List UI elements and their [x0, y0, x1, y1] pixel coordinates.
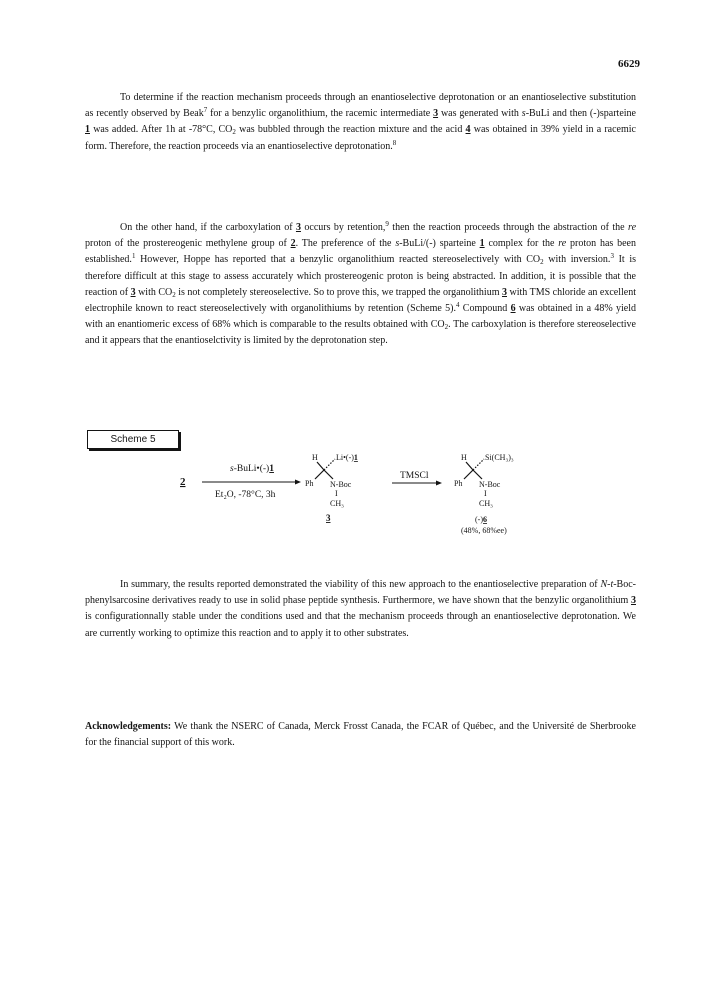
reaction-scheme: [170, 445, 570, 545]
scheme-label: Scheme 5: [87, 430, 179, 449]
intermediate-h: H: [312, 453, 318, 462]
product-bond-bar: I: [484, 489, 487, 498]
intermediate-bond-bar: I: [335, 489, 338, 498]
intermediate-nboc: N-Boc: [330, 480, 352, 489]
product-nboc: N-Boc: [479, 480, 501, 489]
reagent-sbuli: s-BuLi•(-)1: [230, 464, 274, 474]
product-h: H: [461, 453, 467, 462]
intermediate-li: Li•(-)1: [336, 453, 358, 462]
intermediate-label-3: 3: [326, 513, 331, 523]
bond-h: [317, 462, 324, 470]
bond-si-wedge: [473, 459, 484, 470]
intermediate-ch3: CH₃: [330, 499, 344, 508]
bond-prod-n: [473, 470, 482, 479]
bond-prod-ph: [464, 470, 473, 479]
bond-n: [324, 470, 333, 479]
bond-prod-h: [466, 462, 473, 470]
reagent-tmscl: TMSCl: [400, 471, 429, 481]
product-yield: (48%, 68%ee): [461, 526, 507, 535]
intermediate-ph: Ph: [305, 479, 314, 488]
start-compound-2: 2: [180, 476, 186, 488]
bond-ph: [315, 470, 324, 479]
product-ch3: CH₃: [479, 499, 493, 508]
arrowhead-2: [436, 481, 442, 486]
paragraph-mechanism: To determine if the reaction mechanism proceeds through an enantioselective deprotonation or an enantioselective substitution as recently observed by Beak$^7$ for a benzylic organolithium, the racemic intermediate 3 was generated with s-BuLi and then (-)sparteine 1 was added. After 1h at -78°C, $CO_2$ was bubbled through the reaction mixture and the acid 4 was obtained in 39% yield in a racemic form. Therefore, the reaction proceeds via an enantioselective deprotonation.$^8$: [85, 92, 636, 152]
acknowledgements: Acknowledgements: We thank the NSERC of Canada, Merck Frosst Canada, the FCAR of Québec, and the Université de Sherbrooke for the financial support of this work.: [85, 721, 636, 749]
paragraph-carboxylation: On the other hand, if the carboxylation of 3 occurs by retention,$^9$ then the reaction proceeds through the abstraction of the re proton of the prostereogenic methylene group of 2. The preference of the s-BuLi/(-) sparteine 1 complex for the re proton has been established.$^1$ However, Hoppe has reported that a benzylic organolithium reacted stereoselectively with $CO_2$ with inversion.$^3$ It is therefore difficult at this stage to assess accurately which prostereogenic proton is being abstracted. In addition, it is possible that the reaction of 3 with $CO_2$ is not completely stereoselective. So to prove this, we trapped the organolithium 3 with TMS chloride an excellent electrophile known to react stereoselectively with organolithiums by retention (Scheme 5).$^4$ Compound 6 was obtained in a 48% yield with an enantiomeric excess of 68% which is comparable to the results obtained with $CO_2$. The carboxylation is therefore stereoselective and it appears that the enantioselctivity is limited by the deprotonation step.: [85, 220, 637, 347]
paragraph-summary: In summary, the results reported demonstrated the viability of this new approach to the enantioselective preparation of N-t-Boc-phenylsarcosine derivatives ready to use in solid phase peptide synthesis. Furthermore, we have shown that the benzylic organolithium 3 is configurationnally stable under the conditions used and that the mechanism proceeds through an enantioselective deprotonation. We are currently working to optimize this reaction and to apply it to other substrates.: [85, 579, 636, 639]
bond-li-wedge: [324, 459, 335, 470]
product-si: Si(CH₃)₃: [485, 453, 514, 462]
arrowhead-1: [295, 480, 301, 485]
product-label-6: (-)6: [475, 515, 487, 524]
product-ph: Ph: [454, 479, 463, 488]
page-number: 6629: [618, 58, 640, 70]
conditions-1: Et₂O, -78°C, 3h: [215, 490, 276, 500]
